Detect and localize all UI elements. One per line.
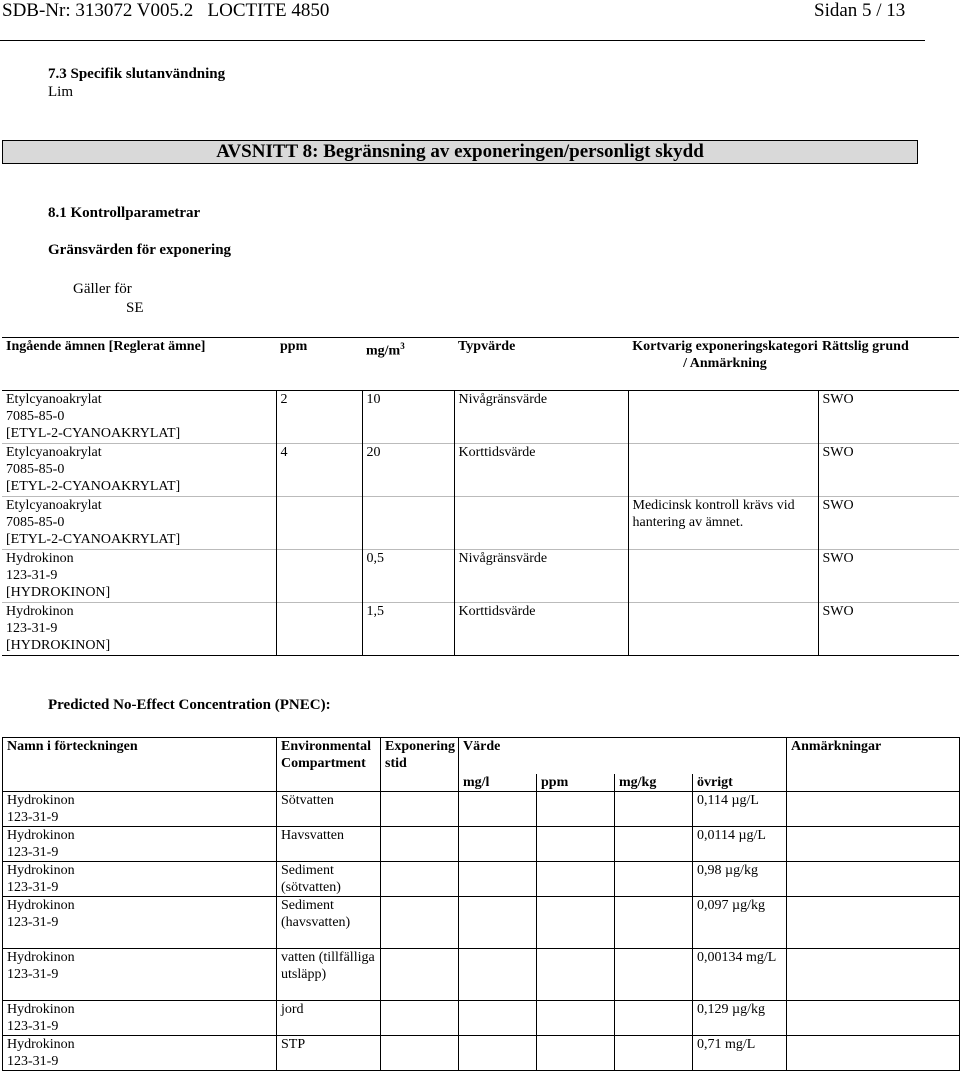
pnec-compartment-cell: jord [277,1001,381,1036]
pnec-other-cell: 0,097 µg/kg [693,897,787,949]
pnec-other-cell: 0,71 mg/L [693,1036,787,1071]
pnec-mgl-cell [459,1036,537,1071]
ingredient-reg: [HYDROKINON] [6,585,111,600]
pnec-compartment-cell: Havsvatten [277,827,381,862]
type-cell: Nivågränsvärde [454,391,628,444]
ingredient-name: Etylcyanoakrylat [6,392,102,407]
pnec-row [3,1001,960,1036]
pnec-substance-cas: 123-31-9 [7,810,59,825]
pnec-mgkg-cell [615,949,693,1001]
pnec-mgkg-cell [615,1001,693,1036]
pnec-mgl-cell [459,862,537,897]
col-mgm3: $mg/m^3$ [362,338,454,391]
pnec-substance-name: Hydrokinon [7,793,75,808]
ingredient-cell [2,603,276,656]
limits-row [2,603,959,656]
pnec-remarks-cell [787,1001,960,1036]
pnec-substance-cell [3,792,277,827]
type-cell: Korttidsvärde [454,603,628,656]
ingredient-cas: 123-31-9 [6,621,58,636]
pnec-substance-cell [3,949,277,1001]
ingredient-cell [2,497,276,550]
section-7-3-title: 7.3 Specifik slutanvändning [48,66,226,82]
pnec-subheader-row [3,774,960,792]
pnec-substance-cas: 123-31-9 [7,1054,59,1069]
section-7-3-text: Lim [48,84,73,100]
pnec-row [3,949,960,1001]
pnec-col-name: Namn i förteckningen [3,738,277,775]
legal-cell: SWO [818,391,959,444]
page-number: Sidan 5 / 13 [814,0,906,21]
ingredient-cell [2,444,276,497]
limits-header-row [2,338,959,391]
pnec-other-cell: 0,00134 mg/L [693,949,787,1001]
pnec-substance-name: Hydrokinon [7,1002,75,1017]
ingredient-reg: [ETYL-2-CYANOAKRYLAT] [6,532,181,547]
pnec-mgkg-cell [615,792,693,827]
ppm-cell [276,550,362,603]
pnec-mgl-cell [459,792,537,827]
ingredient-reg: [ETYL-2-CYANOAKRYLAT] [6,426,181,441]
pnec-compartment-cell: STP [277,1036,381,1071]
pnec-exposure-cell [381,827,459,862]
pnec-substance-cell [3,862,277,897]
pnec-ppm-cell [537,897,615,949]
ingredient-cell [2,391,276,444]
note-cell [628,391,818,444]
pnec-remarks-cell [787,949,960,1001]
col-ingredient: Ingående ämnen [Reglerat ämne] [2,338,276,391]
legal-cell: SWO [818,444,959,497]
pnec-mgkg-cell [615,1036,693,1071]
pnec-mgkg-cell [615,862,693,897]
pnec-table [2,737,960,1071]
pnec-row [3,1036,960,1071]
col-type: Typvärde [454,338,628,391]
pnec-exposure-cell [381,897,459,949]
pnec-ppm-cell [537,949,615,1001]
pnec-title: Predicted No-Effect Concentration (PNEC): [48,697,331,713]
header-divider [0,40,925,41]
ingredient-reg: [ETYL-2-CYANOAKRYLAT] [6,479,181,494]
ingredient-cas: 7085-85-0 [6,515,65,530]
pnec-mgl-cell [459,827,537,862]
note-cell [628,603,818,656]
pnec-substance-name: Hydrokinon [7,1037,75,1052]
pnec-ppm-cell [537,862,615,897]
ingredient-cas: 7085-85-0 [6,409,65,424]
pnec-col-value: Värde [459,738,787,775]
pnec-exposure-cell [381,1001,459,1036]
ingredient-name: Hydrokinon [6,551,74,566]
pnec-remarks-cell [787,792,960,827]
applies-to-value: SE [126,300,144,316]
ppm-cell: 2 [276,391,362,444]
limits-row [2,550,959,603]
pnec-substance-cell [3,827,277,862]
pnec-col-ppm: ppm [537,774,615,792]
pnec-compartment-cell: Sediment (havsvatten) [277,897,381,949]
pnec-substance-name: Hydrokinon [7,863,75,878]
pnec-header-row [3,738,960,775]
pnec-ppm-cell [537,827,615,862]
type-cell [454,497,628,550]
pnec-substance-cas: 123-31-9 [7,1019,59,1034]
document-header [2,0,329,22]
pnec-col-remarks: Anmärkningar [787,738,960,775]
exposure-limits-heading: Gränsvärden för exponering [48,242,232,258]
ingredient-cell [2,550,276,603]
pnec-exposure-cell [381,1036,459,1071]
pnec-mgl-cell [459,897,537,949]
pnec-remarks-cell [787,827,960,862]
section-8-1-title: 8.1 Kontrollparametrar [48,205,201,221]
pnec-col-other: övrigt [693,774,787,792]
type-cell: Nivågränsvärde [454,550,628,603]
ingredient-reg: [HYDROKINON] [6,638,111,653]
mgm3-cell: 0,5 [362,550,454,603]
ingredient-name: Etylcyanoakrylat [6,445,102,460]
pnec-ppm-cell [537,1036,615,1071]
legal-cell: SWO [818,603,959,656]
pnec-row [3,827,960,862]
pnec-col-mgkg: mg/kg [615,774,693,792]
pnec-exposure-cell [381,792,459,827]
legal-cell: SWO [818,497,959,550]
pnec-other-cell: 0,129 µg/kg [693,1001,787,1036]
limits-row [2,497,959,550]
pnec-substance-cas: 123-31-9 [7,967,59,982]
pnec-exposure-cell [381,949,459,1001]
pnec-ppm-cell [537,1001,615,1036]
pnec-col-mgl: mg/l [459,774,537,792]
pnec-col-compartment: Environmental Compartment [277,738,381,775]
pnec-substance-name: Hydrokinon [7,828,75,843]
pnec-substance-cas: 123-31-9 [7,880,59,895]
exposure-limits-table [2,337,959,656]
pnec-other-cell: 0,98 µg/kg [693,862,787,897]
document-id: SDB-Nr: 313072 V005.2 [2,0,194,21]
ppm-cell: 4 [276,444,362,497]
pnec-substance-cas: 123-31-9 [7,845,59,860]
pnec-compartment-cell: Sötvatten [277,792,381,827]
ingredient-cas: 123-31-9 [6,568,58,583]
pnec-substance-name: Hydrokinon [7,898,75,913]
pnec-row [3,897,960,949]
pnec-substance-cas: 123-31-9 [7,915,59,930]
ingredient-cas: 7085-85-0 [6,462,65,477]
mgm3-cell: 20 [362,444,454,497]
product-name: LOCTITE 4850 [207,0,330,21]
pnec-remarks-cell [787,862,960,897]
col-ppm: ppm [276,338,362,391]
ingredient-name: Etylcyanoakrylat [6,498,102,513]
pnec-row [3,792,960,827]
mgm3-cell [362,497,454,550]
type-cell: Korttidsvärde [454,444,628,497]
pnec-substance-cell [3,1001,277,1036]
pnec-ppm-cell [537,792,615,827]
pnec-other-cell: 0,0114 µg/L [693,827,787,862]
pnec-mgl-cell [459,1001,537,1036]
pnec-remarks-cell [787,1036,960,1071]
pnec-substance-name: Hydrokinon [7,950,75,965]
ppm-cell [276,497,362,550]
pnec-col-exposure: Exponeringstid [381,738,459,775]
note-cell [628,550,818,603]
applies-to-label: Gäller för [73,281,132,297]
mgm3-cell: 10 [362,391,454,444]
ppm-cell [276,603,362,656]
pnec-mgkg-cell [615,827,693,862]
ingredient-name: Hydrokinon [6,604,74,619]
pnec-substance-cell [3,1036,277,1071]
note-cell [628,444,818,497]
col-legal: Rättslig grund [818,338,959,391]
limits-row [2,444,959,497]
pnec-mgkg-cell [615,897,693,949]
pnec-exposure-cell [381,862,459,897]
col-short-term: Kortvarig exponeringskategori / Anmärkning [628,338,818,391]
legal-cell: SWO [818,550,959,603]
pnec-other-cell: 0,114 µg/L [693,792,787,827]
pnec-compartment-cell: vatten (tillfälliga utsläpp) [277,949,381,1001]
note-cell: Medicinsk kontroll krävs vid hantering av ämnet. [628,497,818,550]
section-8-banner: AVSNITT 8: Begränsning av exponeringen/personligt skydd [2,140,918,164]
pnec-substance-cell [3,897,277,949]
pnec-compartment-cell: Sediment (sötvatten) [277,862,381,897]
pnec-mgl-cell [459,949,537,1001]
mgm3-cell: 1,5 [362,603,454,656]
pnec-remarks-cell [787,897,960,949]
limits-row [2,391,959,444]
pnec-row [3,862,960,897]
